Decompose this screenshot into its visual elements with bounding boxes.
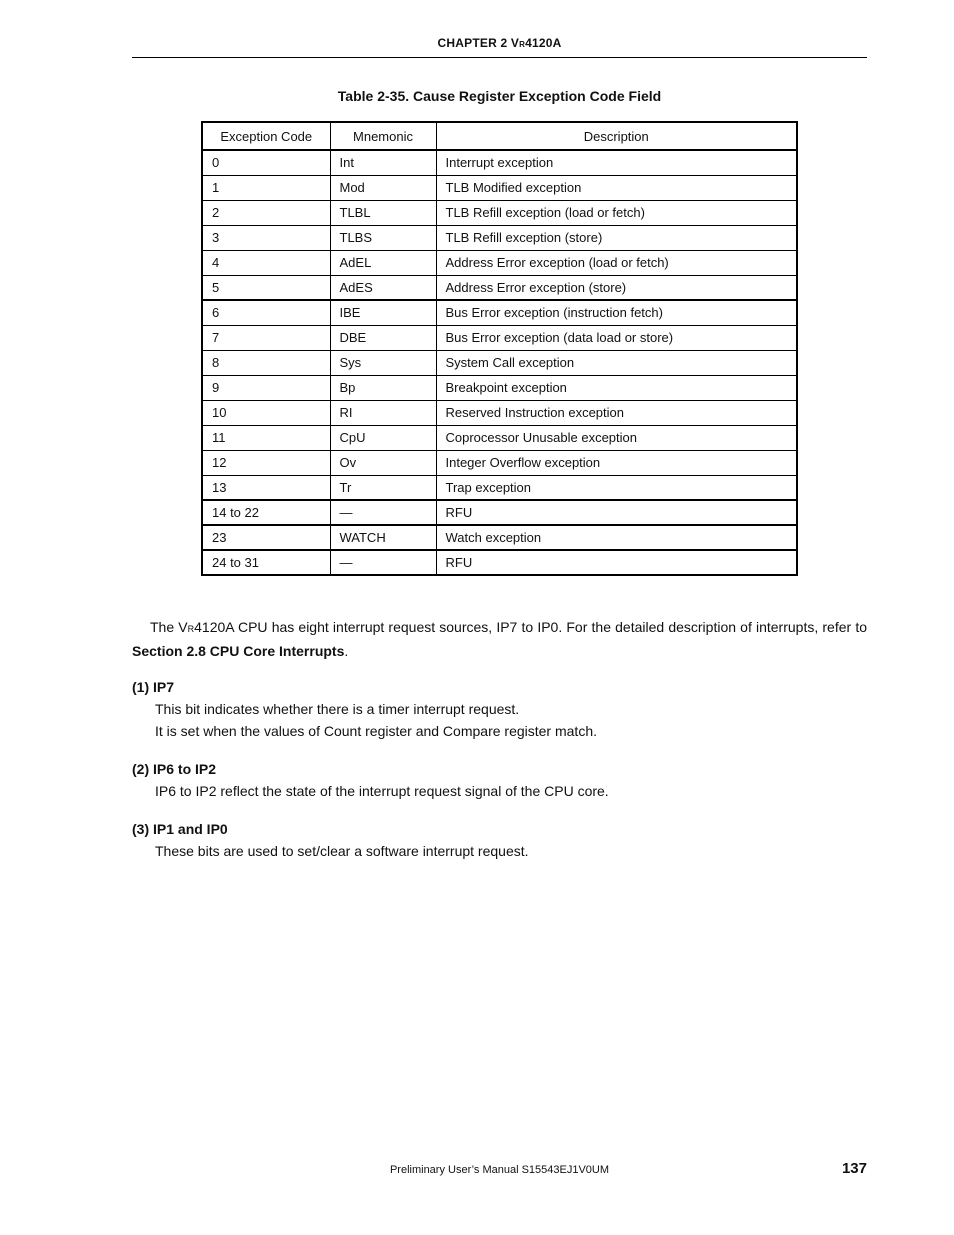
table-row — [202, 550, 797, 575]
mnemonic-cell: Mod — [330, 175, 436, 200]
chapter-suffix: 4120A — [525, 36, 562, 50]
table-row — [202, 475, 797, 500]
description-cell: Address Error exception (load or fetch) — [436, 250, 797, 275]
exception-code-cell: 7 — [202, 325, 330, 350]
exception-code-cell: 2 — [202, 200, 330, 225]
intro-text-1: The V — [150, 619, 188, 635]
exception-code-cell: 4 — [202, 250, 330, 275]
section-heading: (2) IP6 to IP2 — [132, 761, 217, 777]
chapter-subscript: R — [519, 40, 526, 49]
description-cell: Trap exception — [436, 475, 797, 500]
section-heading: (3) IP1 and IP0 — [132, 821, 228, 837]
exception-code-cell: 10 — [202, 400, 330, 425]
table-row — [202, 375, 797, 400]
header-rule — [132, 57, 867, 58]
column-header-description: Description — [436, 122, 797, 150]
intro-text-3: . — [344, 643, 349, 659]
exception-code-cell: 6 — [202, 300, 330, 325]
description-cell: TLB Refill exception (load or fetch) — [436, 200, 797, 225]
section-ip1-and-ip0 — [132, 818, 867, 862]
description-cell: Interrupt exception — [436, 150, 797, 175]
mnemonic-cell: WATCH — [330, 525, 436, 550]
chapter-header — [132, 36, 867, 50]
description-cell: Coprocessor Unusable exception — [436, 425, 797, 450]
table-row — [202, 350, 797, 375]
exception-code-cell: 1 — [202, 175, 330, 200]
section-heading: (1) IP7 — [132, 679, 175, 695]
mnemonic-cell: Ov — [330, 450, 436, 475]
table-row — [202, 300, 797, 325]
exception-code-table — [201, 121, 798, 576]
mnemonic-cell: — — [330, 550, 436, 575]
table-row — [202, 450, 797, 475]
table-title: Table 2-35. Cause Register Exception Code Field — [337, 88, 662, 104]
exception-code-cell: 0 — [202, 150, 330, 175]
description-cell: Watch exception — [436, 525, 797, 550]
exception-code-cell: 11 — [202, 425, 330, 450]
table-row — [202, 150, 797, 175]
description-cell: System Call exception — [436, 350, 797, 375]
description-cell: Address Error exception (store) — [436, 275, 797, 300]
exception-code-cell: 9 — [202, 375, 330, 400]
table-row — [202, 175, 797, 200]
table-row — [202, 225, 797, 250]
description-cell: TLB Modified exception — [436, 175, 797, 200]
section-ip7 — [132, 676, 867, 742]
description-cell: Bus Error exception (instruction fetch) — [436, 300, 797, 325]
description-cell: Bus Error exception (data load or store) — [436, 325, 797, 350]
mnemonic-cell: AdES — [330, 275, 436, 300]
section-reference: Section 2.8 CPU Core Interrupts — [132, 643, 345, 659]
exception-code-cell: 14 to 22 — [202, 500, 330, 525]
exception-code-cell: 13 — [202, 475, 330, 500]
intro-subscript: R — [187, 624, 195, 634]
section-line: It is set when the values of Count register and Compare register match. — [155, 723, 597, 739]
exception-code-cell: 3 — [202, 225, 330, 250]
intro-paragraph — [132, 616, 867, 662]
table-row — [202, 525, 797, 550]
mnemonic-cell: Int — [330, 150, 436, 175]
section-line: This bit indicates whether there is a timer interrupt request. — [155, 701, 520, 717]
mnemonic-cell: TLBL — [330, 200, 436, 225]
description-cell: RFU — [436, 550, 797, 575]
table-header-row — [202, 122, 797, 150]
table-row — [202, 400, 797, 425]
section-ip6-to-ip2 — [132, 758, 867, 802]
mnemonic-cell: TLBS — [330, 225, 436, 250]
column-header-mnemonic: Mnemonic — [330, 122, 436, 150]
intro-text-2: 4120A CPU has eight interrupt request sources, IP7 to IP0. For the detailed description of interrupts, refer to — [194, 619, 867, 635]
exception-code-cell: 24 to 31 — [202, 550, 330, 575]
mnemonic-cell: AdEL — [330, 250, 436, 275]
description-cell: Integer Overflow exception — [436, 450, 797, 475]
description-cell: RFU — [436, 500, 797, 525]
section-line: IP6 to IP2 reflect the state of the interrupt request signal of the CPU core. — [155, 783, 609, 799]
section-line: These bits are used to set/clear a software interrupt request. — [155, 843, 529, 859]
mnemonic-cell: Tr — [330, 475, 436, 500]
exception-code-cell: 23 — [202, 525, 330, 550]
table-row — [202, 200, 797, 225]
page-number: 137 — [841, 1160, 867, 1177]
mnemonic-cell: Bp — [330, 375, 436, 400]
exception-code-cell: 12 — [202, 450, 330, 475]
mnemonic-cell: — — [330, 500, 436, 525]
column-header-exception-code: Exception Code — [202, 122, 330, 150]
table-row — [202, 500, 797, 525]
description-cell: Reserved Instruction exception — [436, 400, 797, 425]
table-row — [202, 275, 797, 300]
description-cell: Breakpoint exception — [436, 375, 797, 400]
footer-manual-id: Preliminary User’s Manual S15543EJ1V0UM — [389, 1164, 610, 1176]
table-row — [202, 425, 797, 450]
exception-code-cell: 8 — [202, 350, 330, 375]
mnemonic-cell: Sys — [330, 350, 436, 375]
mnemonic-cell: CpU — [330, 425, 436, 450]
table-body — [202, 150, 797, 575]
mnemonic-cell: DBE — [330, 325, 436, 350]
description-cell: TLB Refill exception (store) — [436, 225, 797, 250]
mnemonic-cell: IBE — [330, 300, 436, 325]
mnemonic-cell: RI — [330, 400, 436, 425]
table-row — [202, 325, 797, 350]
chapter-prefix: CHAPTER 2 V — [437, 36, 520, 50]
table-row — [202, 250, 797, 275]
exception-code-cell: 5 — [202, 275, 330, 300]
